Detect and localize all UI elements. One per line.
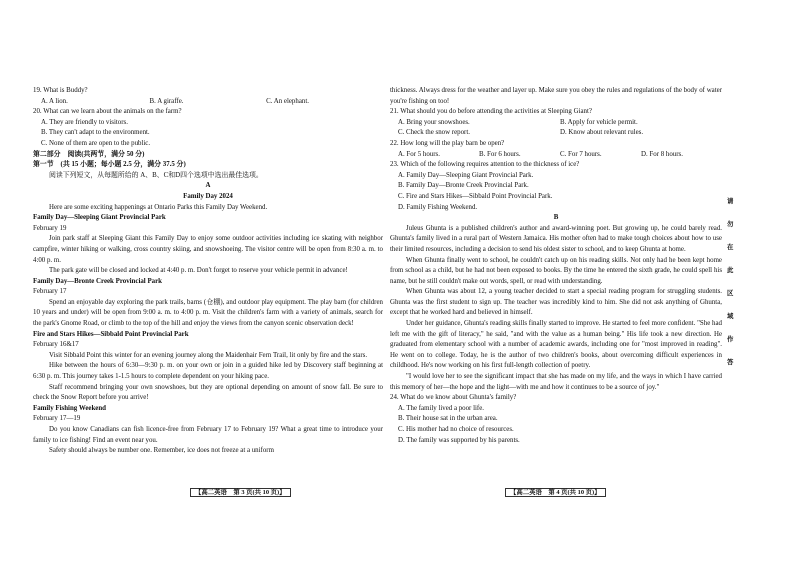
- notice-char: 在: [727, 244, 734, 251]
- page-footer-right: [505, 487, 606, 496]
- paragraph: Safety should always be number one. Remember, ice does not freeze at a uniform: [49, 447, 274, 455]
- option: D. Family Fishing Weekend.: [398, 203, 478, 211]
- option: B. For 6 hours.: [479, 150, 521, 158]
- intro-paragraph: Here are some exciting happenings at Ontario Parks this Family Day Weekend.: [49, 203, 268, 211]
- event-heading: Family Day—Bronte Creek Provincial Park: [33, 277, 162, 285]
- notice-char: 此: [727, 267, 734, 274]
- paragraph: Spend an enjoyable day exploring the park trails, barns (仓棚), and outdoor play equipment. The play barn (for children 10 years and under) will be open from 9:00 a. m. to 4:00 p. m. Visit the children's farm with a variety of animals, search for the park's Gnome Road, or climb to the top of the hill and enjoy the views from the canyon scenic observation deck!: [33, 298, 383, 328]
- question-19: 19. What is Buddy?: [33, 87, 88, 94]
- question-21: 21. What should you do before attending the activities at Sleeping Giant?: [390, 108, 592, 116]
- option: B. They can't adapt to the environment.: [41, 129, 150, 137]
- option: B. Their house sat in the urban area.: [398, 415, 498, 423]
- notice-char: 答: [727, 359, 734, 366]
- paragraph: "I would love her to see the significant impact that she has made on my life, and the ways in which I have carried this memory of her—the hope and the light—with me and how it continues to be a source of joy.": [390, 373, 722, 391]
- page-number-label: 【高二英语 第 3 页(共 10 页)】: [190, 488, 291, 497]
- option: C. Fire and Stars Hikes—Sibbald Point Provincial Park.: [398, 192, 553, 200]
- question-19-options: [33, 97, 383, 108]
- answer-area-notice: [727, 196, 737, 366]
- paragraph: Join park staff at Sleeping Giant this Family Day to enjoy some outdoor activities including ice skating with neighbor campfire, winter hiking or walking, cross country skiing, and snowshoeing. The visitor centre will be open from 8:30 a. m. to 4:00 p. m.: [33, 235, 383, 264]
- option: B. Family Day—Bronte Creek Provincial Park.: [398, 182, 529, 190]
- option: A. Bring your snowshoes.: [398, 118, 470, 126]
- paragraph: Do you know Canadians can fish licence-free from February 17 to February 19? What a great time to introduce your family to ice fishing! Find an event near you.: [33, 426, 383, 444]
- question-22: 22. How long will the play barn be open?: [390, 139, 505, 147]
- instructions: 阅读下列短文，从每题所给的 A、B、C和D四个选项中选出最佳选项。: [49, 171, 263, 179]
- passage-letter-b: B: [553, 214, 559, 222]
- event-date: February 19: [33, 224, 67, 232]
- option: B. Apply for vehicle permit.: [560, 118, 638, 126]
- question-20: 20. What can we learn about the animals on the farm?: [33, 108, 182, 116]
- option: A. Family Day—Sleeping Giant Provincial Park.: [398, 171, 534, 179]
- option: C. His mother had no choice of resources.: [398, 426, 514, 433]
- option: A. A lion.: [41, 97, 68, 105]
- left-column: [33, 86, 383, 457]
- paragraph: The park gate will be closed and locked at 4:40 p. m. Don't forget to reserve your vehicle permit in advance!: [49, 267, 348, 275]
- question-21-options: [390, 118, 722, 129]
- passage-title: Family Day 2024: [183, 192, 233, 200]
- event-heading: Fire and Stars Hikes—Sibbald Point Provincial Park: [33, 330, 189, 338]
- notice-char: 作: [727, 336, 734, 343]
- notice-char: 勿: [727, 221, 734, 228]
- right-column: [390, 86, 722, 446]
- question-23: 23. Which of the following requires attention to the thickness of ice?: [390, 161, 580, 169]
- page-number-label: 【高二英语 第 4 页(共 10 页)】: [505, 488, 606, 497]
- option: D. Know about relevant rules.: [560, 129, 644, 137]
- event-heading: Family Fishing Weekend: [33, 404, 107, 412]
- option: B. A giraffe.: [149, 97, 184, 105]
- option: C. For 7 hours.: [560, 150, 602, 158]
- option: C. An elephant.: [266, 97, 309, 105]
- section-heading: 第一节 (共 15 小题；每小题 2.5 分，满分 37.5 分): [33, 161, 186, 169]
- passage-letter-a: A: [205, 182, 211, 190]
- option: C. Check the snow report.: [398, 129, 470, 137]
- event-date: February 17—19: [33, 415, 81, 423]
- paragraph: When Ghunta was about 12, a young teacher decided to start a special reading program for struggling students. Ghunta was the first student to sign up. The teacher was incredibly kind to him. She did not ask anything of Ghunta, except that he worked hard and believed in himself.: [390, 288, 722, 317]
- paragraph: When Ghunta finally went to school, he couldn't catch up on his reading skills. Not only had he been kept home from school as a child, but he had not been exposed to books. By the time he entered the sixth grade, he could spell his name, but he still couldn't make out words, spell, or read with understanding.: [390, 256, 722, 285]
- notice-char: 区: [727, 290, 734, 297]
- question-22-options: [390, 150, 722, 161]
- notice-char: 请: [727, 198, 734, 205]
- paragraph: Staff recommend bringing your own snowshoes, but they are optional depending on amount of snow fall. Be sure to check the Snow Report before you arrive!: [33, 383, 383, 402]
- question-21-options: [390, 128, 722, 139]
- option: A. For 5 hours.: [398, 150, 440, 158]
- question-24: 24. What do we know about Ghunta's family?: [390, 394, 517, 402]
- event-date: February 17: [33, 288, 67, 296]
- option: D. For 8 hours.: [641, 150, 683, 158]
- paragraph: Under her guidance, Ghunta's reading skills finally started to improve. He started to feel more confident. "She had left me with the gift of literacy," he said, "and with the value as a human being." His life took a new direction. He graduated from elementary school with a number of academic awards, including one for "most improved in reading". He went on to college. Today, he is the author of two children's books, about overcoming difficult experiences in childhood. He's now working on his first full-length collection of poetry.: [390, 320, 722, 370]
- option: A. They are friendly to visitors.: [41, 118, 128, 126]
- paragraph: Visit Sibbald Point this winter for an evening journey along the Maidenhair Fern Trail, lit only by fire and the stars.: [49, 351, 368, 359]
- page-footer-left: [190, 487, 291, 496]
- option: D. The family was supported by his parents.: [398, 436, 520, 444]
- part-heading: 第二部分 阅读(共两节，满分 50 分): [33, 150, 145, 158]
- paragraph: thickness. Always dress for the weather and layer up. Make sure you obey the rules and regulations of the body of water you're fishing on too!: [390, 87, 722, 105]
- event-date: February 16&17: [33, 341, 79, 349]
- paragraph: Hike between the hours of 6:30—9:30 p. m. on your own or join in a guided hike led by Discovery staff beginning at 6:30 p. m. This journey takes 1-1.5 hours to complete dependent on your hiking pace.: [33, 362, 383, 381]
- event-heading: Family Day—Sleeping Giant Provincial Park: [33, 214, 166, 222]
- option: C. None of them are open to the public.: [41, 139, 151, 147]
- paragraph: Juleus Ghunta is a published children's author and award-winning poet. But growing up, he could barely read. Ghunta's family lived in a rural part of Western Jamaica. His mother often had to make tough choices about how to use their limited resources, including a decision to send his oldest sister to school, and to keep Ghunta at home.: [390, 224, 722, 253]
- option: A. The family lived a poor life.: [398, 404, 484, 412]
- notice-char: 域: [727, 313, 734, 320]
